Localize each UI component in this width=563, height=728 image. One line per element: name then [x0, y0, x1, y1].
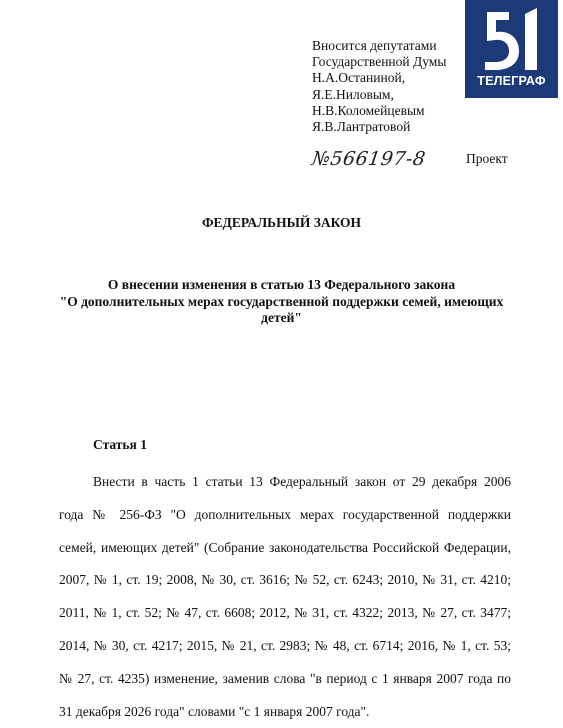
- submitter-line: Я.Е.Ниловым,: [312, 86, 394, 102]
- article-line: семей, имеющих детей" (Собрание законодательства Российской Федерации,: [59, 539, 511, 555]
- draft-label: Проект: [466, 151, 508, 166]
- submitter-line: Государственной Думы: [312, 54, 447, 70]
- article-line: 31 декабря 2026 года" словами "с 1 января 2007 года".: [59, 703, 370, 719]
- logo-text: ТЕЛЕГРАФ: [477, 74, 546, 88]
- article-body: [59, 466, 511, 728]
- article-line: 2007, № 1, ст. 19; 2008, № 30, ст. 3616; № 52, ст. 6243; 2010, № 31, ст. 4210;: [59, 572, 511, 588]
- article-line: Внести в часть 1 статьи 13 Федеральный закон от 29 декабря 2006: [93, 474, 511, 489]
- article-line: 2014, № 30, ст. 4217; 2015, № 21, ст. 2983; № 48, ст. 6714; 2016, № 1, ст. 53;: [59, 637, 511, 653]
- submitter-line: Я.В.Лантратовой: [312, 119, 411, 135]
- article-line: года № 256-ФЗ "О дополнительных мерах государственной поддержки: [59, 506, 511, 522]
- telegraf-logo: [465, 0, 558, 98]
- document-type: ФЕДЕРАЛЬНЫЙ ЗАКОН: [201, 215, 362, 230]
- submitter-block: [312, 38, 446, 135]
- submitter-line: Н.А.Останиной,: [312, 70, 406, 86]
- title-line: "О дополнительных мерах государственной поддержки семей, имеющих: [59, 293, 504, 309]
- article-heading: Статья 1: [93, 437, 147, 452]
- article-line: № 27, ст. 4235) изменение, заменив слова "в период с 1 января 2007 года по: [59, 670, 511, 686]
- title-line: О внесении изменения в статью 13 Федерального закона: [107, 277, 456, 292]
- title-line: детей": [261, 310, 302, 325]
- submitter-line: Н.В.Коломейцевым: [312, 102, 425, 118]
- document-title: [40, 277, 523, 327]
- article-line: 2011, № 1, ст. 52; № 47, ст. 6608; 2012, № 31, ст. 4322; 2013, № 27, ст. 3477;: [59, 605, 511, 621]
- submitter-line: Вносится депутатами: [312, 38, 437, 53]
- registration-number: №566197-8: [310, 148, 428, 170]
